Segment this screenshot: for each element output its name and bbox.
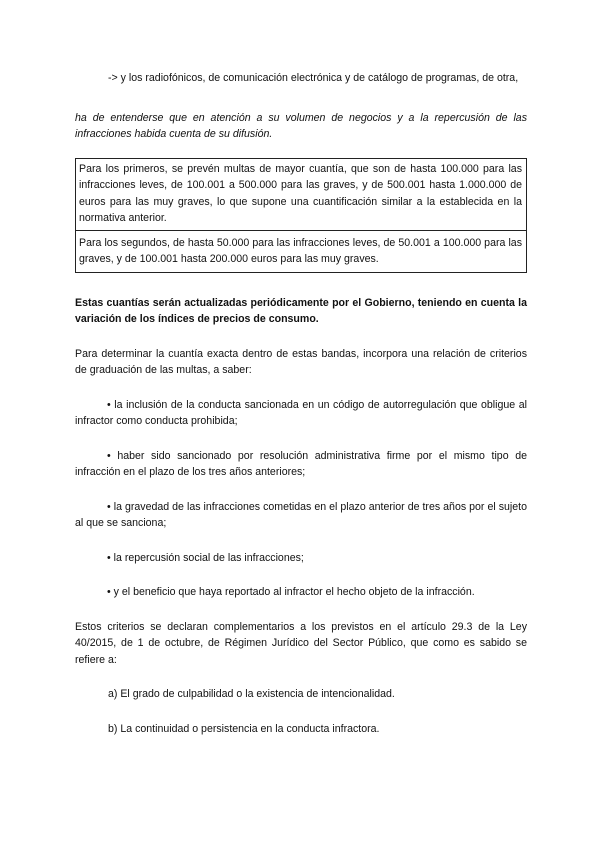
bullet-gravedad: • la gravedad de las infracciones cometidas en el plazo anterior de tres años por el sujeto al que se sanciona; (75, 500, 527, 529)
bullet-autorregulacion: • la inclusión de la conducta sancionada en un código de autorregulación que obligue al infractor como conducta prohibida; (75, 398, 527, 427)
paragraph-ley-40-2015: Estos criterios se declaran complementarios a los previstos en el artículo 29.3 de la Ley 40/2015, de 1 de octubre, de Régimen Jurídico del Sector Público, que como es sabido se refiere a: (75, 620, 527, 666)
bullet-repercusion: • la repercusión social de las infracciones; (107, 551, 304, 564)
fines-table-row-segundos: Para los segundos, de hasta 50.000 para las infracciones leves, de 50.001 a 100.000 para las graves, y de 100.001 hasta 200.000 euros para las muy graves. (76, 230, 526, 272)
paragraph-criterios-intro: Para determinar la cuantía exacta dentro de estas bandas, incorpora una relación de criterios de graduación de las multas, a saber: (75, 347, 527, 376)
document-body (75, 70, 527, 737)
paragraph-italic-criterio: ha de entenderse que en atención a su volumen de negocios y a la repercusión de las infracciones habida cuenta de su difusión. (75, 111, 527, 140)
item-b-continuidad: b) La continuidad o persistencia en la conducta infractora. (108, 722, 380, 735)
paragraph-radiofonicos: -> y los radiofónicos, de comunicación electrónica y de catálogo de programas, de otra, (108, 72, 519, 84)
item-a-culpabilidad: a) El grado de culpabilidad o la existencia de intencionalidad. (108, 688, 395, 700)
paragraph-actualizacion: Estas cuantías serán actualizadas periódicamente por el Gobierno, teniendo en cuenta la variación de los índices de precios de consumo. (75, 296, 527, 325)
bullet-beneficio: • y el beneficio que haya reportado al infractor el hecho objeto de la infracción. (107, 586, 475, 598)
fines-table-row-primeros: Para los primeros, se prevén multas de mayor cuantía, que son de hasta 100.000 para las infracciones leves, de 100.001 a 500.000 para las graves, y de 500.001 hasta 1.000.000 de euros para las muy graves, lo que supone una cuantificación similar a la establecida en la normativa anterior. (79, 162, 522, 224)
fines-table (75, 158, 527, 273)
bullet-reincidencia: • haber sido sancionado por resolución administrativa firme por el mismo tipo de infracción en el plazo de los tres años anteriores; (75, 449, 527, 478)
